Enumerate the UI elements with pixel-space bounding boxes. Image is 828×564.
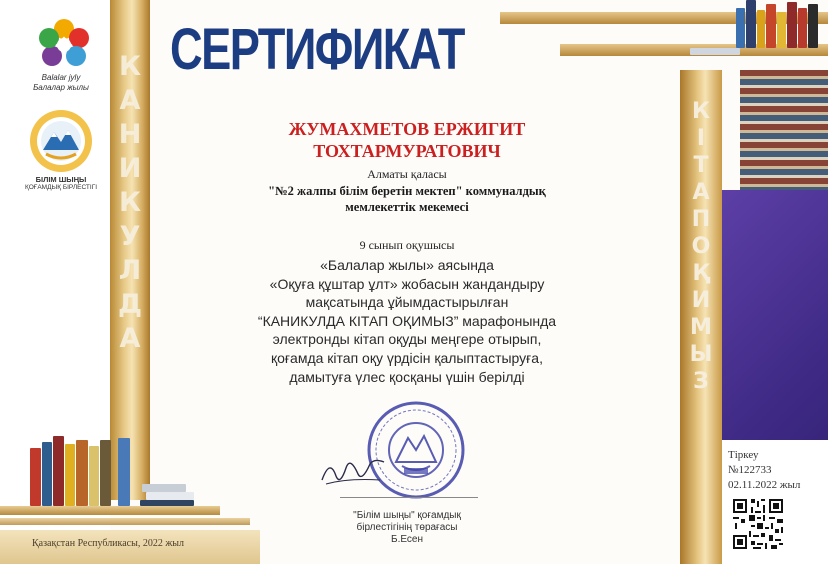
vertical-letter: А xyxy=(692,180,710,205)
book-icon xyxy=(53,436,64,506)
book-icon xyxy=(89,446,99,506)
vertical-letter: А xyxy=(119,85,141,116)
vertical-letter: А xyxy=(119,323,141,354)
left-vertical-text xyxy=(112,50,148,356)
body-line: “КАНИКУЛДА КІТАП ОҚИМЫЗ” марафонында xyxy=(257,312,557,329)
book-icon xyxy=(76,440,88,506)
school-name-line: мемлекеттік мекемесі xyxy=(345,200,469,214)
signer-block xyxy=(312,510,502,546)
vertical-letter: Д xyxy=(117,289,143,320)
book-icon xyxy=(777,12,786,48)
book-icon xyxy=(100,440,111,506)
vertical-letter: З xyxy=(693,369,709,394)
signer-line: Б.Есен xyxy=(391,534,423,545)
vertical-letter: И xyxy=(118,153,142,184)
body-line: электронды кітап оқуды меңгере отырып, xyxy=(272,331,542,348)
bottom-shelf-2 xyxy=(0,518,250,525)
book-icon xyxy=(787,2,797,48)
balalar-jyly-logo xyxy=(34,16,94,72)
school-name xyxy=(230,183,584,215)
book-icon xyxy=(118,438,130,506)
logo-caption-line: ҚОҒАМДЫҚ БІРЛЕСТІГІ xyxy=(24,184,98,191)
logo-caption-line: Балалар жылы xyxy=(33,83,89,92)
body-line: қоғамда кітап оқу үрдісін қалыптастыруға, xyxy=(271,349,543,366)
vertical-letter: П xyxy=(691,207,711,232)
registration-info xyxy=(728,448,800,493)
signature xyxy=(318,450,388,490)
registration-date: 02.11.2022 жыл xyxy=(728,479,801,491)
vertical-letter: М xyxy=(690,315,712,340)
vertical-letter: У xyxy=(119,221,141,252)
body-line: дамытуға үлес қосқаны үшін берілді xyxy=(289,368,525,385)
signer-line: бірлестігінің төрағасы xyxy=(356,522,458,533)
vertical-letter: Л xyxy=(118,255,142,286)
signer-line: "Білім шыңы" қоғамдық xyxy=(353,510,461,521)
logo-caption-line: Balalar jyly xyxy=(41,73,81,82)
book-icon xyxy=(690,48,740,55)
bottom-shelf xyxy=(0,506,220,515)
body-line: «Балалар жылы» аясында xyxy=(320,257,494,273)
vertical-letter: Ы xyxy=(689,342,713,367)
recipient-name xyxy=(232,118,582,162)
book-icon xyxy=(757,10,765,48)
vertical-letter: К xyxy=(692,99,710,124)
recipient-name-line: ЖУМАХМЕТОВ ЕРЖИГИТ xyxy=(288,119,526,139)
grade: 9 сынып оқушысы xyxy=(359,238,455,252)
vertical-letter: Т xyxy=(693,153,709,178)
book-icon xyxy=(30,448,41,506)
vertical-letter: К xyxy=(118,187,142,218)
vertical-letter: Қ xyxy=(692,261,710,286)
vertical-letter: К xyxy=(118,51,142,82)
book-icon xyxy=(42,442,52,506)
bilim-shyny-logo xyxy=(28,108,94,174)
logo-caption-line: БІЛІМ ШЫҢЫ xyxy=(35,175,87,184)
body-line: «Оқуға құштар ұлт» жобасын жандандыру xyxy=(269,275,545,292)
book-icon xyxy=(142,484,186,492)
registration-label: Тіркеу xyxy=(728,449,759,461)
vertical-letter: О xyxy=(691,234,711,259)
book-icon xyxy=(146,492,194,500)
balalar-jyly-caption xyxy=(18,73,104,93)
book-icon xyxy=(798,8,807,48)
book-icon xyxy=(65,444,75,506)
city: Алматы қаласы xyxy=(367,167,447,181)
qr-code xyxy=(731,497,785,551)
book-icon xyxy=(746,0,756,48)
book-icon xyxy=(808,4,818,48)
school-name-line: "№2 жалпы білім беретін мектеп" коммуналдық xyxy=(268,184,546,198)
bilim-shyny-caption xyxy=(22,176,100,192)
body-line: мақсатында ұйымдастырылған xyxy=(305,294,509,311)
vertical-letter: И xyxy=(691,288,711,313)
right-vertical-text xyxy=(682,98,720,395)
vertical-letter: І xyxy=(696,126,706,151)
vertical-letter: Н xyxy=(118,119,142,150)
registration-number: №122733 xyxy=(728,464,772,476)
certificate-body xyxy=(226,256,588,386)
book-icon xyxy=(766,4,776,48)
library-shelves-image xyxy=(740,70,828,190)
certificate-title: СЕРТИФИКАТ xyxy=(170,17,464,82)
recipient-name-line: ТОХТАРМУРАТОВИЧ xyxy=(313,141,501,161)
book-icon xyxy=(736,8,745,48)
signature-line xyxy=(340,497,478,498)
footer-text: Қазақстан Республикасы, 2022 жыл xyxy=(32,538,184,549)
